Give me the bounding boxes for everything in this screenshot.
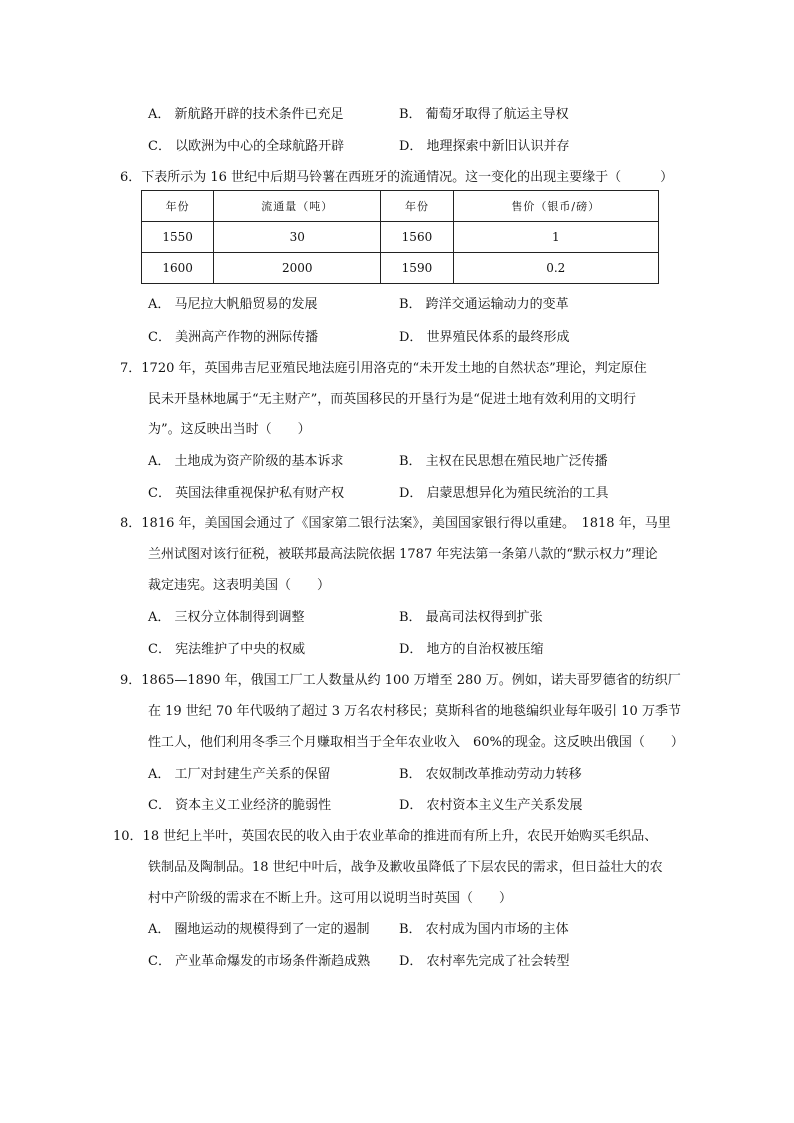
table-cell: 1550: [142, 222, 214, 253]
table-cell: 0.2: [453, 253, 658, 284]
q7-option-c[interactable]: C． 英国法律重视保护私有财产权: [148, 486, 345, 501]
q10-option-d[interactable]: D． 农村率先完成了社会转型: [399, 954, 570, 969]
q8-option-a[interactable]: A． 三权分立体制得到调整: [148, 610, 305, 625]
q10-option-a[interactable]: A． 圈地运动的规模得到了一定的遏制: [148, 922, 370, 937]
table-header-cell: 年份: [381, 191, 453, 222]
q5-option-c[interactable]: C． 以欧洲为中心的全球航路开辟: [148, 139, 345, 154]
table-cell: 2000: [214, 253, 381, 284]
q8-stem-line-1: 8．1816 年，美国国会通过了《国家第二银行法案》，美国国家银行得以重建。 1818 年，马里: [120, 516, 671, 531]
q9-stem-line-2: 在 19 世纪 70 年代吸纳了超过 3 万名农村移民；莫斯科省的地毯编织业每年吸引 10 万季节: [148, 704, 681, 719]
q6-stem: 6．下表所示为 16 世纪中后期马铃薯在西班牙的流通情况。这一变化的出现主要缘于（ ）: [120, 170, 674, 185]
table-cell: 1600: [142, 253, 214, 284]
q10-stem-line-1: 10．18 世纪上半叶，英国农民的收入由于农业革命的推进而有所上升，农民开始购买毛织品、: [113, 829, 658, 844]
q8-stem-line-3: 裁定违宪。这表明美国（ ）: [148, 578, 331, 593]
q6-option-a[interactable]: A． 马尼拉大帆船贸易的发展: [148, 297, 318, 312]
q7-stem-line-2: 民未开垦林地属于“无主财产”，而英国移民的开垦行为是“促进土地有效利用的文明行: [148, 392, 636, 407]
table-row: [142, 253, 659, 284]
table-cell: 1560: [381, 222, 453, 253]
q10-option-b[interactable]: B． 农村成为国内市场的主体: [399, 922, 569, 937]
q7-option-d[interactable]: D． 启蒙思想异化为殖民统治的工具: [399, 486, 609, 501]
q7-stem-line-1: 7．1720 年，英国弗吉尼亚殖民地法庭引用洛克的“未开发土地的自然状态”理论，判定原住: [120, 361, 647, 376]
q6-option-b[interactable]: B． 跨洋交通运输动力的变革: [399, 297, 569, 312]
q8-option-b[interactable]: B． 最高司法权得到扩张: [399, 610, 543, 625]
q7-option-a[interactable]: A． 土地成为资产阶级的基本诉求: [148, 454, 344, 469]
q5-option-d[interactable]: D． 地理探索中新旧认识并存: [399, 139, 570, 154]
table-cell: 30: [214, 222, 381, 253]
q9-stem-line-3: 性工人，他们利用冬季三个月赚取相当于全年农业收入 60%的现金。这反映出俄国（ ）: [148, 735, 684, 750]
table-cell: 1590: [381, 253, 453, 284]
q10-stem-line-2: 铁制品及陶制品。18 世纪中叶后，战争及歉收虽降低了下层农民的需求，但日益壮大的农: [148, 860, 663, 875]
q5-option-a[interactable]: A． 新航路开辟的技术条件已充足: [148, 107, 344, 122]
table-row: [142, 222, 659, 253]
table-header-row: [142, 191, 659, 222]
q9-option-d[interactable]: D． 农村资本主义生产关系发展: [399, 798, 583, 813]
q9-option-a[interactable]: A． 工厂对封建生产关系的保留: [148, 767, 331, 782]
q8-option-c[interactable]: C． 宪法维护了中央的权威: [148, 642, 306, 657]
q6-table: [141, 190, 659, 284]
q5-option-b[interactable]: B． 葡萄牙取得了航运主导权: [399, 107, 569, 122]
table-header-cell: 售价（银币/磅）: [453, 191, 658, 222]
table-cell: 1: [453, 222, 658, 253]
table-header-cell: 年份: [142, 191, 214, 222]
q6-option-c[interactable]: C． 美洲高产作物的洲际传播: [148, 330, 319, 345]
q9-option-c[interactable]: C． 资本主义工业经济的脆弱性: [148, 798, 332, 813]
q9-option-b[interactable]: B． 农奴制改革推动劳动力转移: [399, 767, 582, 782]
q7-stem-line-3: 为”。这反映出当时（ ）: [148, 422, 311, 437]
q10-option-c[interactable]: C． 产业革命爆发的市场条件渐趋成熟: [148, 954, 371, 969]
q8-stem-line-2: 兰州试图对该行征税，被联邦最高法院依据 1787 年宪法第一条第八款的“默示权力”理论: [148, 547, 658, 562]
q7-option-b[interactable]: B． 主权在民思想在殖民地广泛传播: [399, 454, 608, 469]
q9-stem-line-1: 9．1865—1890 年，俄国工厂工人数量从约 100 万增至 280 万。例如，诺夫哥罗德省的纺织厂: [120, 673, 681, 688]
q10-stem-line-3: 村中产阶级的需求在不断上升。这可用以说明当时英国（ ）: [148, 891, 513, 906]
q8-option-d[interactable]: D． 地方的自治权被压缩: [399, 642, 544, 657]
q6-option-d[interactable]: D． 世界殖民体系的最终形成: [399, 330, 570, 345]
table-header-cell: 流通量（吨）: [214, 191, 381, 222]
